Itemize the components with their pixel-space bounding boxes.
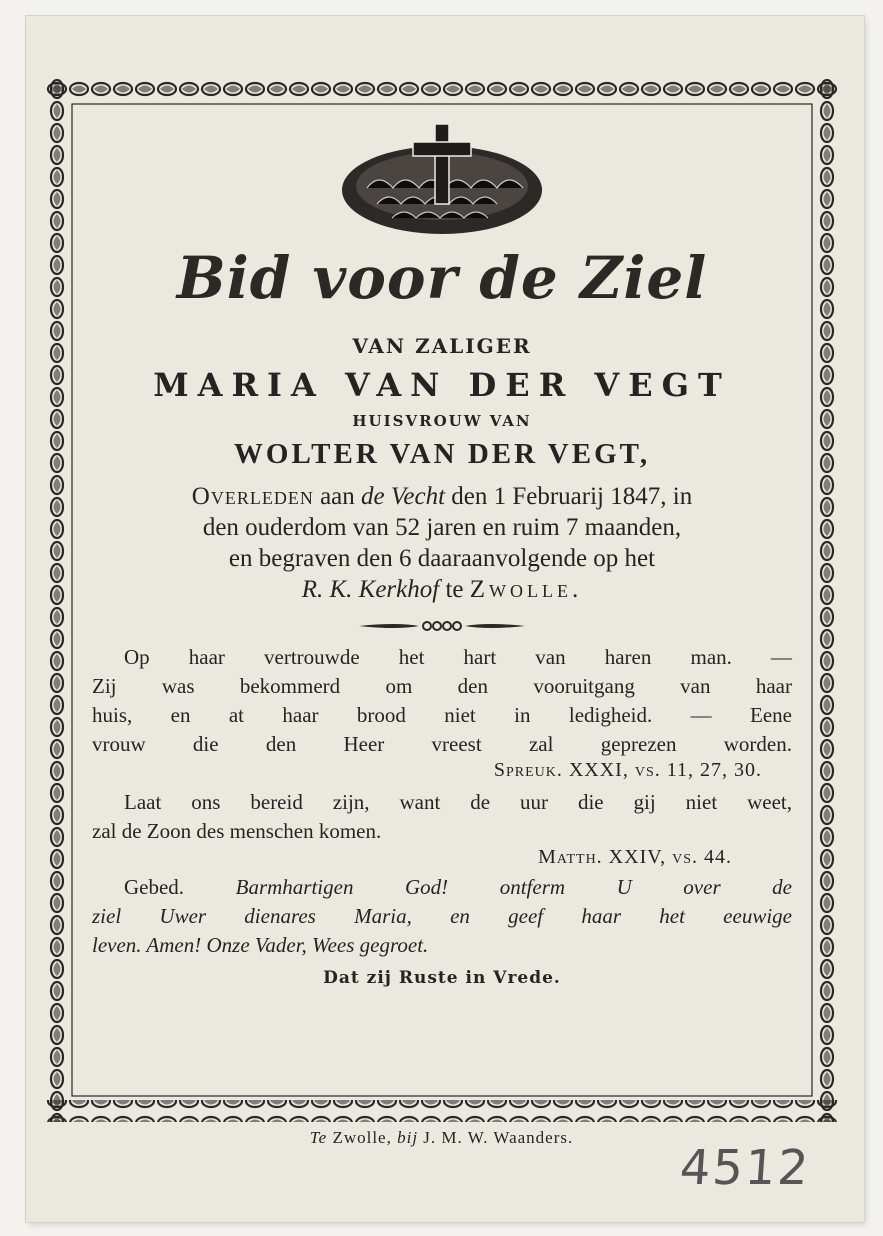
verse2-line1: Laat ons bereid zijn, want de uur die gij niet weet,: [124, 790, 792, 814]
closing-line: Dat zij Ruste in Vrede.: [323, 968, 561, 988]
printer-city: Zwolle,: [327, 1128, 398, 1147]
verse2-reference-text: Matth. XXIV, vs. 44.: [538, 846, 732, 868]
verse1-line1: Op haar vertrouwde het hart van haren man. —: [124, 645, 792, 669]
proverbs-verse: [92, 643, 792, 782]
verse1-line4: vrouw die den Heer vreest zal geprezen worden.: [92, 732, 792, 756]
verse1-reference-text: Spreuk. XXXI, vs. 11, 27, 30.: [493, 759, 762, 781]
verse1-line2: Zij was bekommerd om den vooruitgang van haar: [92, 674, 792, 698]
intro-line: VAN ZALIGER: [352, 334, 532, 358]
cross-emblem-icon: [337, 118, 547, 238]
overleden-word: Overleden: [191, 483, 314, 510]
prayer-line1: Barmhartigen God! ontferm U over de: [184, 875, 792, 899]
verse2-reference: [92, 846, 792, 869]
husband-name: WOLTER VAN DER VEGT,: [233, 438, 651, 470]
heading: Bid voor de Ziel: [176, 244, 708, 312]
card-content: [92, 118, 792, 988]
deceased-name: MARIA VAN DER VEGT: [153, 366, 731, 404]
verse2-line2: zal de Zoon des menschen komen.: [92, 819, 382, 843]
matthew-verse: [92, 788, 792, 869]
burial-line: en begraven den 6 daaraanvolgende op het: [228, 545, 656, 572]
verse1-line3: huis, en at haar brood niet in ledigheid. — Eene: [92, 703, 792, 727]
prayer-line2: ziel Uwer dienares Maria, en geef haar het eeuwige: [92, 904, 792, 928]
printer-name: J. M. W. Waanders.: [418, 1128, 574, 1147]
prayer-label: Gebed.: [124, 875, 185, 899]
handwritten-number: 4512: [678, 1140, 813, 1196]
prayer: [92, 873, 792, 960]
city-name: Zwolle.: [469, 576, 583, 603]
death-date: den 1 Februarij 1847, in: [445, 483, 693, 510]
divider-ornament-icon: [357, 619, 527, 633]
death-notice: [92, 481, 792, 605]
relation-line: HUISVROUW VAN: [352, 412, 532, 430]
death-age: den ouderdom van 52 jaren en ruim 7 maanden,: [202, 514, 682, 541]
cemetery-te: te: [439, 576, 470, 603]
printer-te: Te: [309, 1128, 328, 1147]
death-place: de Vecht: [361, 483, 446, 510]
prayer-line3: leven. Amen! Onze Vader, Wees gegroet.: [92, 933, 429, 957]
printer-bij: bij: [397, 1128, 419, 1147]
death-aan: aan: [313, 483, 362, 510]
verse1-reference: [92, 759, 792, 782]
cemetery-name: R. K. Kerkhof: [301, 576, 440, 603]
